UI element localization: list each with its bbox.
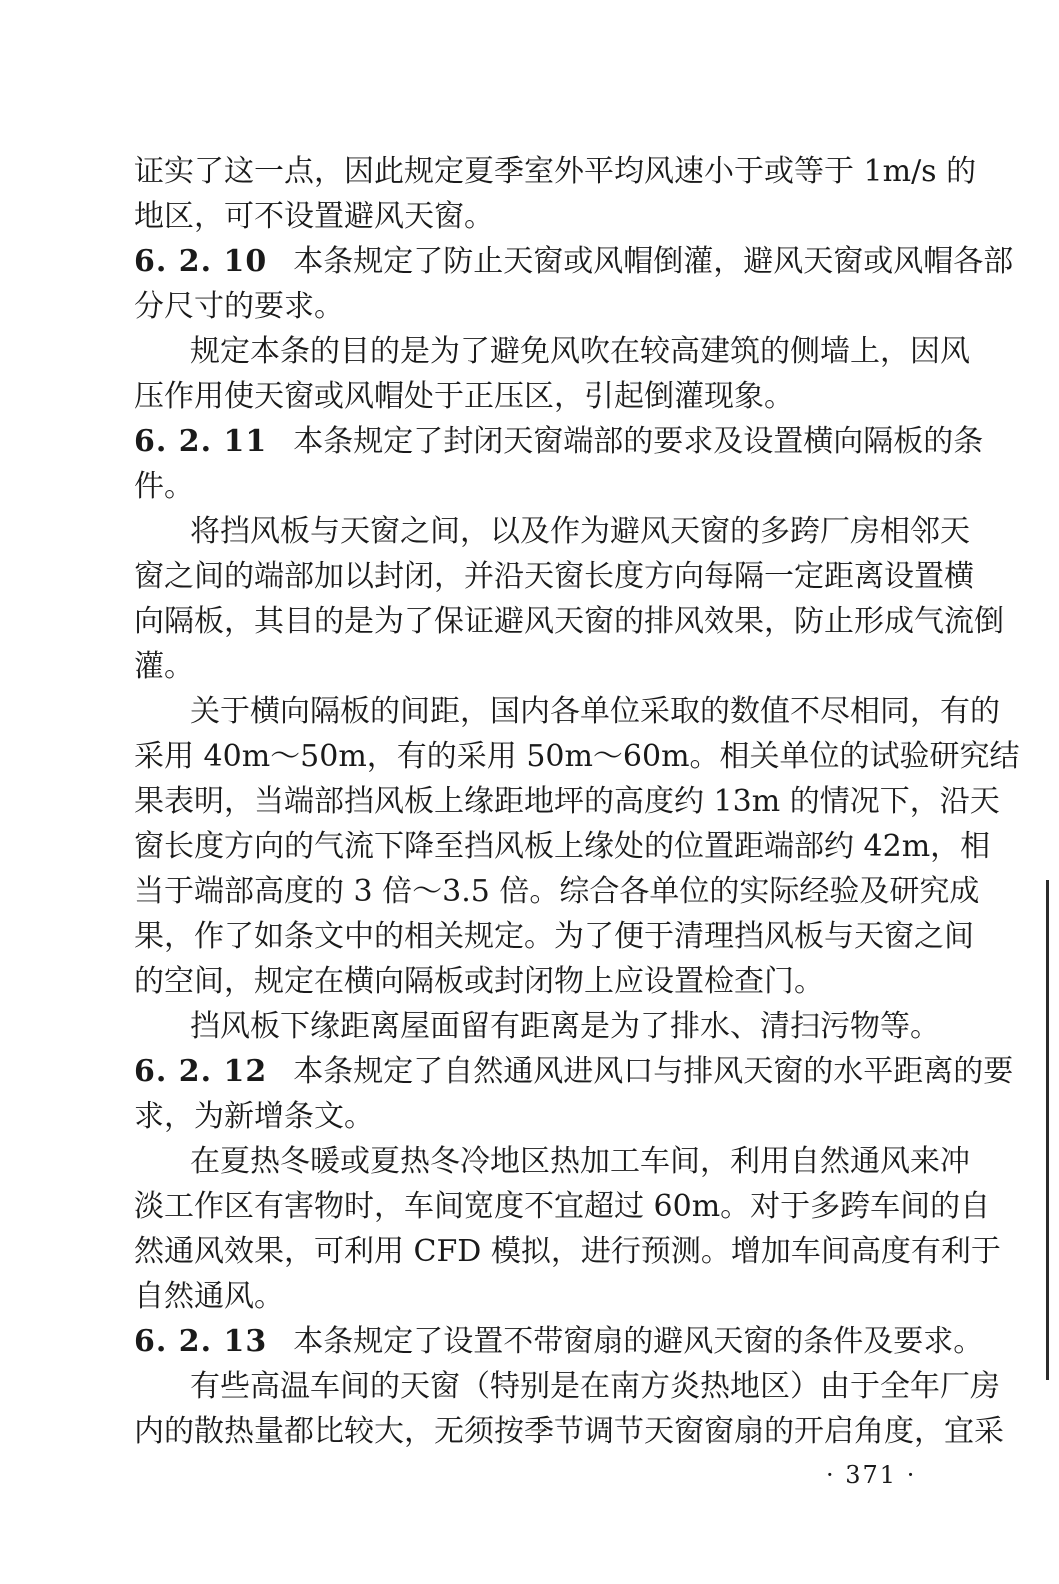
text-line: 当于端部高度的 3 倍～3.5 倍。综合各单位的实际经验及研究成 [134,874,980,909]
text-line: 地区，可不设置避风天窗。 [134,199,494,234]
section-number: 6. 2. 12 [134,1054,268,1089]
paragraph-first-line: 规定本条的目的是为了避免风吹在较高建筑的侧墙上，因风 [190,334,970,369]
clause-heading: 6. 2. 12 本条规定了自然通风进风口与排风天窗的水平距离的要 [134,1054,1014,1089]
clause-heading: 6. 2. 11 本条规定了封闭天窗端部的要求及设置横向隔板的条 [134,424,984,459]
text-line: 向隔板，其目的是为了保证避风天窗的排风效果，防止形成气流倒 [134,604,1004,639]
text-line: 压作用使天窗或风帽处于正压区，引起倒灌现象。 [134,379,794,414]
text-line: 窗之间的端部加以封闭，并沿天窗长度方向每隔一定距离设置横 [134,559,974,594]
section-number: 6. 2. 11 [134,424,268,459]
paragraph-first-line: 将挡风板与天窗之间，以及作为避风天窗的多跨厂房相邻天 [190,514,970,549]
paragraph-first-line: 有些高温车间的天窗（特别是在南方炎热地区）由于全年厂房 [190,1369,1000,1404]
clause-heading: 6. 2. 13 本条规定了设置不带窗扇的避风天窗的条件及要求。 [134,1324,984,1359]
text-line: 淡工作区有害物时，车间宽度不宜超过 60m。对于多跨车间的自 [134,1189,991,1224]
page-number: · 371 · [826,1461,917,1489]
text-line: 窗长度方向的气流下降至挡风板上缘处的位置距端部约 42m，相 [134,829,991,864]
text-line: 求，为新增条文。 [134,1099,374,1134]
clause-heading: 6. 2. 10 本条规定了防止天窗或风帽倒灌，避风天窗或风帽各部 [134,244,1014,279]
text-line: 件。 [134,469,194,504]
section-number: 6. 2. 10 [134,244,268,279]
section-number: 6. 2. 13 [134,1324,268,1359]
scan-edge-line [1046,880,1049,1380]
text-line: 分尺寸的要求。 [134,289,344,324]
text-line: 采用 40m～50m，有的采用 50m～60m。相关单位的试验研究结 [134,739,1020,774]
text-line: 自然通风。 [134,1279,284,1314]
paragraph-first-line: 在夏热冬暖或夏热冬冷地区热加工车间，利用自然通风来冲 [190,1144,970,1179]
text-line: 然通风效果，可利用 CFD 模拟，进行预测。增加车间高度有利于 [134,1234,1001,1269]
text-line: 的空间，规定在横向隔板或封闭物上应设置检查门。 [134,964,824,999]
text-line: 灌。 [134,649,194,684]
text-line: 内的散热量都比较大，无须按季节调节天窗窗扇的开启角度，宜采 [134,1414,1004,1449]
text-line: 果表明，当端部挡风板上缘距地坪的高度约 13m 的情况下，沿天 [134,784,1000,819]
paragraph-first-line: 关于横向隔板的间距，国内各单位采取的数值不尽相同，有的 [190,694,1000,729]
text-line: 果，作了如条文中的相关规定。为了便于清理挡风板与天窗之间 [134,919,974,954]
text-line: 证实了这一点，因此规定夏季室外平均风速小于或等于 1m/s 的 [134,154,977,189]
paragraph-first-line: 挡风板下缘距离屋面留有距离是为了排水、清扫污物等。 [190,1009,940,1044]
